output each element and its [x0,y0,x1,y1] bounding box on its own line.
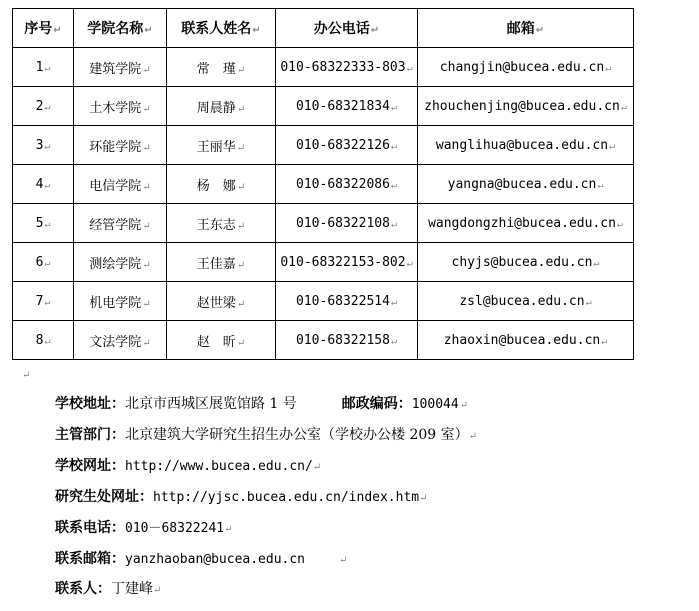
row-email-text: yangna@bucea.edu.cn [447,176,597,192]
row-contact: 王东志↵ [167,204,276,243]
row-phone-text: 010-68322126 [296,137,390,153]
website-link[interactable]: http://www.bucea.edu.cn/ [125,459,313,474]
row-college: 电信学院↵ [74,165,167,204]
row-contact: 赵 昕↵ [167,321,276,360]
row-contact-text: 赵 昕 [196,334,236,350]
person-label: 联系人： [55,581,111,597]
table-row [13,204,634,243]
website-label: 学校网址： [55,458,125,474]
contacts-table [12,8,634,360]
row-no-text: 7 [35,293,44,309]
row-contact-text: 王丽华 [196,139,236,155]
row-email-text: wanglihua@bucea.edu.cn [435,137,609,153]
phone-label: 联系电话： [55,520,125,536]
row-email[interactable]: wanglihua@bucea.edu.cn↵ [418,126,634,165]
row-college: 经管学院↵ [74,204,167,243]
row-contact-text: 杨 娜 [196,178,236,194]
row-contact-text: 赵世梁 [196,295,236,311]
row-phone: 010-68322086↵ [276,165,418,204]
row-email[interactable]: wangdongzhi@bucea.edu.cn↵ [418,204,634,243]
row-contact: 杨 娜↵ [167,165,276,204]
row-college: 环能学院↵ [74,126,167,165]
row-no: 5↵ [13,204,74,243]
person-value: 丁建峰 [111,581,153,597]
row-college-text: 测绘学院 [89,256,142,272]
row-no-text: 5 [35,215,44,231]
row-contact-text: 王佳嘉 [196,256,236,272]
row-contact-text: 王东志 [196,217,236,233]
row-email-text: zhaoxin@bucea.edu.cn [443,332,601,348]
row-no-text: 6 [35,254,44,270]
postcode-value: 100044 [411,397,459,412]
row-no: 7↵ [13,282,74,321]
row-phone-text: 010-68322158 [296,332,390,348]
phone-value: 010－68322241 [125,521,225,536]
row-phone-text: 010-68321834 [296,98,390,114]
row-no: 4↵ [13,165,74,204]
address-value: 北京市西城区展览馆路 1 号 [125,396,297,412]
table-row [13,165,634,204]
row-email-text: changjin@bucea.edu.cn [439,59,605,75]
row-college-text: 电信学院 [89,178,142,194]
row-phone-text: 010-68322514 [296,293,390,309]
row-college: 土木学院↵ [74,87,167,126]
row-college: 建筑学院↵ [74,48,167,87]
row-college-text: 经管学院 [89,217,142,233]
table-row [13,243,634,282]
row-phone-text: 010-68322333-803 [280,59,406,75]
email-line: 联系邮箱：yanzhaoban@bucea.edu.cn ↵ [55,551,348,567]
row-contact: 常 瑾↵ [167,48,276,87]
row-contact: 王丽华↵ [167,126,276,165]
person-line: 联系人：丁建峰↵ [55,581,162,597]
row-no-text: 2 [35,98,44,114]
dept-value: 北京建筑大学研究生招生办公室（学校办公楼 209 室） [125,427,469,443]
postcode-label: 邮政编码： [341,396,412,412]
row-email-text: chyjs@bucea.edu.cn [451,254,593,270]
row-no: 2↵ [13,87,74,126]
row-college: 机电学院↵ [74,282,167,321]
table-row [13,321,634,360]
email-link[interactable]: yanzhaoban@bucea.edu.cn [125,552,306,567]
table-row [13,48,634,87]
row-no-text: 3 [35,137,44,153]
header-no: 序号↵ [13,9,74,48]
row-contact-text: 周晨静 [196,100,236,116]
phone-line: 联系电话：010－68322241↵ [55,520,233,536]
row-email[interactable]: zhaoxin@bucea.edu.cn↵ [418,321,634,360]
row-college: 测绘学院↵ [74,243,167,282]
row-email-text: wangdongzhi@bucea.edu.cn [428,215,616,231]
table-row [13,87,634,126]
row-college-text: 机电学院 [89,295,142,311]
row-email[interactable]: yangna@bucea.edu.cn↵ [418,165,634,204]
header-college: 学院名称↵ [74,9,167,48]
dept-label: 主管部门： [55,427,125,443]
row-college-text: 文法学院 [89,334,142,350]
table-row [13,126,634,165]
table-header-row [13,9,634,48]
row-no: 1↵ [13,48,74,87]
address-line: 学校地址：北京市西城区展览馆路 1 号 邮政编码：100044↵ [55,396,469,412]
row-email-text: zsl@bucea.edu.cn [459,293,585,309]
grad-website-label: 研究生处网址： [55,489,153,505]
grad-website-link[interactable]: http://yjsc.bucea.edu.cn/index.htm [153,490,420,505]
row-no: 3↵ [13,126,74,165]
row-no-text: 8 [35,332,44,348]
row-phone: 010-68322108↵ [276,204,418,243]
row-email[interactable]: chyjs@bucea.edu.cn↵ [418,243,634,282]
header-email: 邮箱↵ [418,9,634,48]
row-no-text: 1 [35,59,44,75]
row-college-text: 环能学院 [89,139,142,155]
row-email-text: zhouchenjing@bucea.edu.cn [424,98,620,114]
website-line: 学校网址：http://www.bucea.edu.cn/↵ [55,458,322,474]
row-phone-text: 010-68322153-802 [280,254,406,270]
table-row [13,282,634,321]
row-phone: 010-68322333-803↵ [276,48,418,87]
row-no: 8↵ [13,321,74,360]
address-label: 学校地址： [55,396,125,412]
row-contact-text: 常 瑾 [196,61,236,77]
paragraph-mark: ↵ [22,370,31,381]
row-phone: 010-68322153-802↵ [276,243,418,282]
row-phone: 010-68321834↵ [276,87,418,126]
row-college: 文法学院↵ [74,321,167,360]
row-no: 6↵ [13,243,74,282]
row-phone-text: 010-68322108 [296,215,390,231]
row-contact: 赵世梁↵ [167,282,276,321]
row-phone: 010-68322158↵ [276,321,418,360]
row-no-text: 4 [35,176,44,192]
row-email[interactable]: changjin@bucea.edu.cn↵ [418,48,634,87]
dept-line: 主管部门：北京建筑大学研究生招生办公室（学校办公楼 209 室）↵ [55,427,478,443]
email-label: 联系邮箱： [55,551,125,567]
row-email[interactable]: zhouchenjing@bucea.edu.cn↵ [418,87,634,126]
row-phone-text: 010-68322086 [296,176,390,192]
header-contact: 联系人姓名↵ [167,9,276,48]
row-phone: 010-68322126↵ [276,126,418,165]
row-email[interactable]: zsl@bucea.edu.cn↵ [418,282,634,321]
row-contact: 周晨静↵ [167,87,276,126]
row-contact: 王佳嘉↵ [167,243,276,282]
grad-website-line: 研究生处网址：http://yjsc.bucea.edu.cn/index.htm↵ [55,489,428,505]
row-phone: 010-68322514↵ [276,282,418,321]
row-college-text: 土木学院 [89,100,142,116]
row-college-text: 建筑学院 [89,61,142,77]
header-phone: 办公电话↵ [276,9,418,48]
